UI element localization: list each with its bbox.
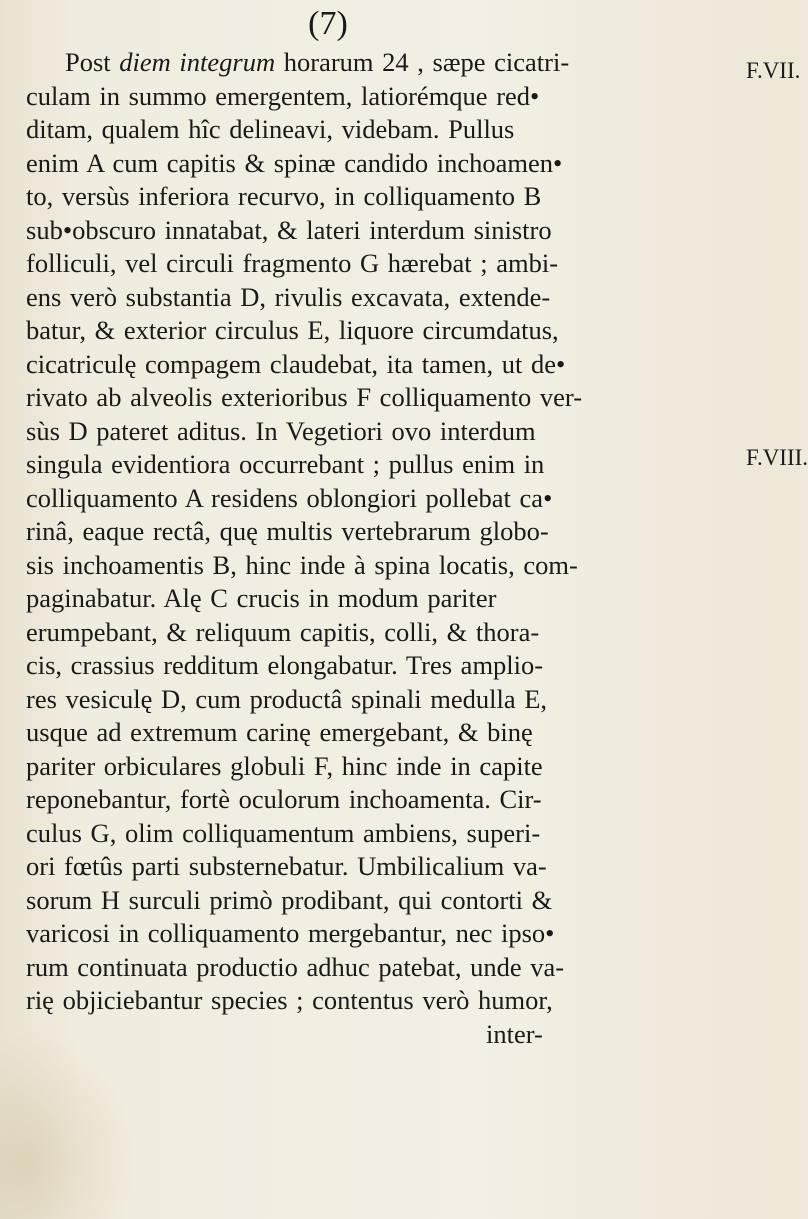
text-line: Post diem integrum horarum 24 , sæpe cicatri- (65, 47, 570, 77)
catchword: inter- (486, 1018, 543, 1049)
margin-note-figure-viii: F.VIII. (746, 445, 808, 470)
text-line: res vesiculę D, cum productâ spinali medulla E, (26, 683, 548, 714)
text-line: batur, & exterior circulus E, liquore circumdatus, (26, 315, 559, 345)
text-line: enim A cum capitis & spinæ candido inchoamen• (26, 147, 563, 178)
text-line: ditam, qualem hîc delineavi, videbam. Pullus (26, 114, 515, 144)
text-line: to, versùs inferiora recurvo, in colliquamento B (26, 181, 542, 211)
text-line: erumpebant, & reliquum capitis, colli, & thora- (26, 616, 540, 647)
text-line: culus G, olim colliquamentum ambiens, superi- (26, 817, 541, 848)
text-line: rię objiciebantur species ; contentus verò humor, (26, 985, 553, 1015)
text-line: reponebantur, fortè oculorum inchoamenta. Cir- (26, 784, 542, 814)
text-line: colliquamento A residens oblongiori pollebat ca• (26, 482, 553, 513)
text-line: rum continuata productio adhuc patebat, unde va- (26, 951, 565, 982)
italic-phrase: diem integrum (119, 47, 276, 77)
text-line: sis inchoamentis B, hinc inde à spina locatis, com- (26, 549, 578, 580)
text-line: varicosi in colliquamento mergebantur, nec ipso• (26, 918, 555, 948)
paper-stain (0, 1030, 140, 1219)
body-text (26, 46, 746, 1051)
text-line: rivato ab alveolis exterioribus F colliquamento ver- (26, 382, 583, 412)
text-line: cis, crassius redditum elongabatur. Tres amplio- (26, 650, 544, 680)
text-line: ens verò substantia D, rivulis excavata, extende- (26, 281, 551, 312)
text-line: sùs D pateret aditus. In Vegetiori ovo interdum (26, 415, 536, 446)
text-line: culam in summo emergentem, latiorémque red• (26, 80, 540, 111)
text-line: pariter orbiculares globuli F, hinc inde in capite (26, 750, 543, 781)
margin-note-figure-vii: F.VII. (746, 58, 801, 83)
text-line: sub•obscuro innatabat, & lateri interdum sinistro (26, 214, 552, 245)
text-line: ori fœtûs parti substernebatur. Umbilicalium va- (26, 851, 547, 881)
text-line: rinâ, eaque rectâ, quę multis vertebrarum globo- (26, 516, 549, 546)
page-number: (7) (308, 5, 348, 42)
text-line: sorum H surculi primò prodibant, qui contorti & (26, 884, 553, 915)
text-line: usque ad extremum carinę emergebant, & binę (26, 717, 533, 747)
text-line: singula evidentiora occurrebant ; pullus enim in (26, 449, 545, 479)
text-line: cicatriculę compagem claudebat, ita tamen, ut de• (26, 348, 566, 379)
text-line: folliculi, vel circuli fragmento G hærebat ; ambi- (26, 248, 559, 278)
text-line: paginabatur. Alę C crucis in modum pariter (26, 583, 497, 613)
